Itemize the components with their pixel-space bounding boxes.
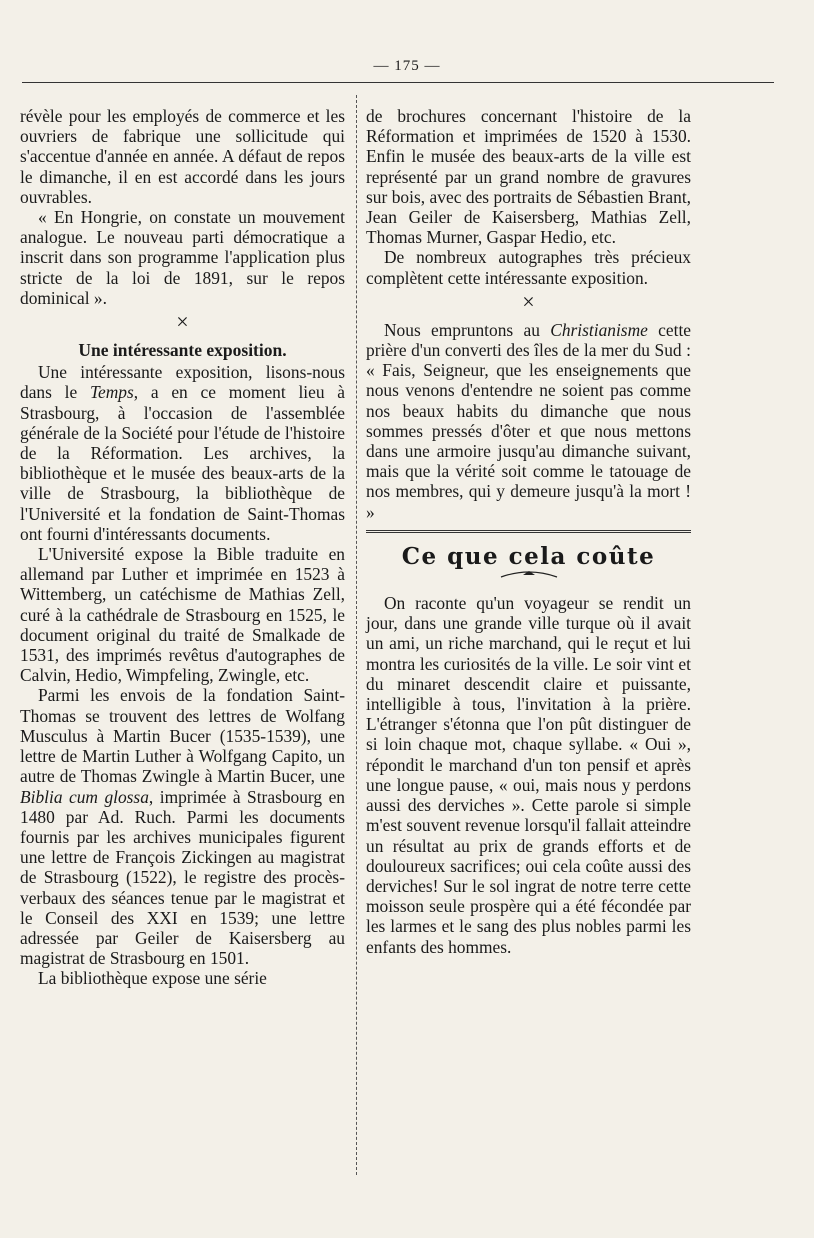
text-span: , imprimée à Strasbourg en 1480 par Ad. Ruch. Parmi les documents fournis par les archives municipales figurent une lettre de François Zickingen au magistrat de Strasbourg (1522), le registre des procès-verbaux des séances tenue par le magistrat et le Conseil des XXI en 1539; une lettre adressée par Geiler de Kaisersberg au magistrat de Strasbourg en 1501. xyxy=(20,786,345,969)
text-span: Une intéressante exposition, lisons-nous dans le xyxy=(20,362,345,403)
paragraph: révèle pour les employés de commerce et les ouvriers de fabrique une sollicitude qui s'accentue d'année en année. A défaut de repos le dimanche, il en est accordé dans les jours ouvrables. xyxy=(20,106,345,207)
paragraph: De nombreux autographes très précieux complètent cette intéressante exposition. xyxy=(366,247,691,288)
right-column xyxy=(366,106,691,957)
page-number: — 175 — xyxy=(373,58,441,74)
separator-cross: × xyxy=(522,288,535,314)
paragraph: de brochures concernant l'histoire de la Réformation et imprimées de 1520 à 1530. Enfin le musée des beaux-arts de la ville est représenté par un grand nombre de gravures sur bois, avec des portraits de Sébastien Brant, Jean Geiler de Kaisersberg, Mathias Zell, Thomas Murner, Gaspar Hedio, etc. xyxy=(366,106,691,248)
text-span: cette prière d'un converti des îles de la mer du Sud : « Fais, Seigneur, que les enseignements que nous venons d'entendre ne soient pas comme nos beaux habits du dimanche que nous sommes pressés d'ôter et que nous mettons dans une armoire jusqu'au dimanche suivant, mais que la vérité soit comme le tatouage de nos membres, qui y demeure jusqu'à la mort ! » xyxy=(366,319,691,522)
text-span: Parmi les envois de la fondation Saint-Thomas se trouvent des lettres de Wolfang Musculus à Martin Bucer (1535-1539), une lettre de Martin Luther à Wolfgang Capito, un autre de Thomas Zwingle à Martin Bucer, une xyxy=(20,685,345,787)
italic-title: Biblia cum glossa xyxy=(20,786,149,807)
text-span: Nous empruntons au xyxy=(384,319,551,340)
top-rule xyxy=(22,82,774,83)
double-rule xyxy=(366,530,691,533)
italic-title: Temps xyxy=(89,382,134,403)
article-title: Ce que cela coûte xyxy=(401,542,656,570)
separator-cross: × xyxy=(176,309,189,335)
column-divider xyxy=(356,95,357,1175)
paragraph: On raconte qu'un voyageur se rendit un jour, dans une grande ville turque où il avait un ami, un riche marchand, qui le reçut et lui montra les curiosités de la ville. Le soir vint et du minaret descendit claire et puissante, intelligible à tous, l'invitation à la prière. L'étranger s'étonna que l'on pût distinguer de si loin chaque mot, chaque syllabe. « Oui », répondit le marchand d'un ton pensif et après une longue pause, « oui, mais nous y perdons aussi des derviches ». Cette parole si simple m'est souvent revenue lorsqu'il fallait atteindre un résultat au prix de grands efforts et de douloureux sacrifices; oui cela coûte aussi des derviches! Sur le sol ingrat de notre terre cette moisson seule prospère qui a été fécondée par les larmes et le sang des plus nobles parmi les enfants des hommes. xyxy=(366,593,691,957)
left-column xyxy=(20,106,345,989)
text-span: , a en ce moment lieu à Strasbourg, à l'occasion de l'assemblée générale de la Société pour l'étude de l'histoire de la Réformation. Les archives, la bibliothèque et le musée des beaux-arts de la ville de Strasbourg, la bibliothèque de l'Université et la fondation de Saint-Thomas ont fourni d'intéressants documents. xyxy=(20,382,345,544)
ornament-icon xyxy=(499,569,559,579)
paragraph: « En Hongrie, on constate un mouvement analogue. Le nouveau parti démocratique a inscrit dans son programme l'application plus stricte de la loi de 1891, sur le repos dominical ». xyxy=(20,207,345,308)
paragraph xyxy=(20,685,345,968)
paragraph xyxy=(366,320,691,522)
paragraph xyxy=(20,362,345,544)
italic-title: Christianisme xyxy=(550,319,648,340)
section-heading: Une intéressante exposition. xyxy=(78,340,287,361)
paragraph: La bibliothèque expose une série xyxy=(38,968,267,989)
paragraph: L'Université expose la Bible traduite en allemand par Luther et imprimée en 1523 à Wittemberg, un catéchisme de Mathias Zell, curé à la cathédrale de Strasbourg en 1525, le document original du traité de Smalkade de 1531, des imprimés revêtus d'autographes de Calvin, Hedio, Wimpfeling, Zwingle, etc. xyxy=(20,544,345,686)
